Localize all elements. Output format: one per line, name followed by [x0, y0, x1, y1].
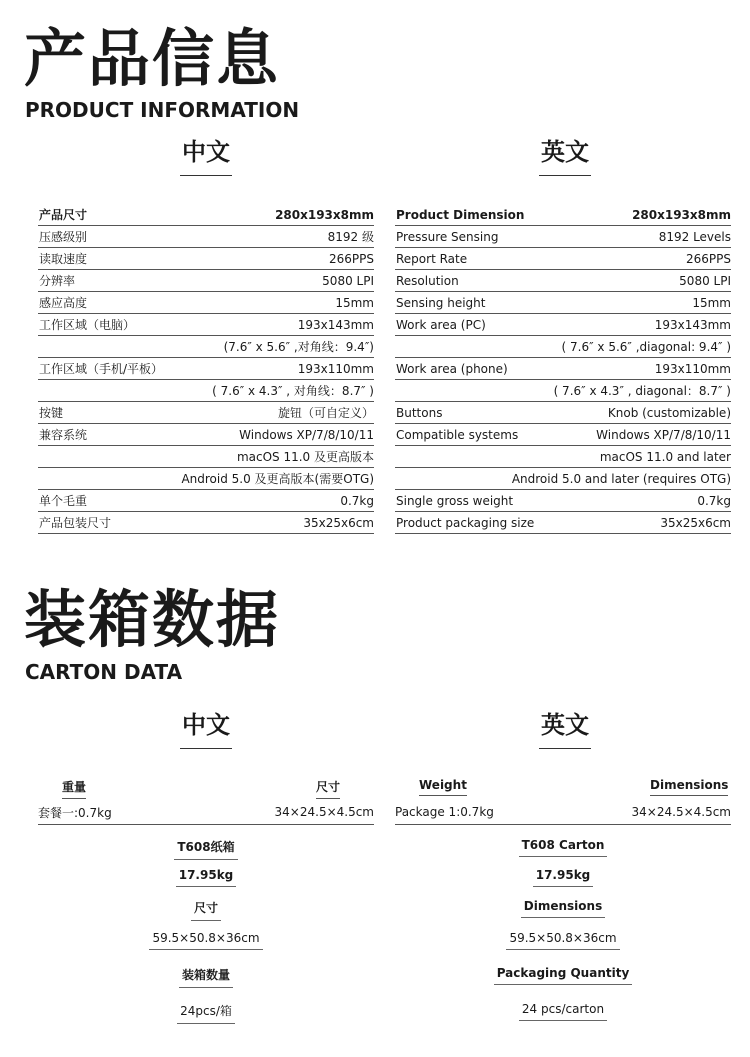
- spec-value: 35x25x6cm: [660, 515, 731, 530]
- spec-key: 读取速度: [39, 252, 88, 266]
- spec-row: [38, 512, 374, 534]
- spec-row: [38, 336, 374, 358]
- package-row-en: [395, 800, 731, 825]
- weight-header: 重量: [62, 778, 86, 799]
- spec-row: [38, 468, 374, 490]
- spec-row: [38, 226, 374, 248]
- spec-row: [395, 402, 731, 424]
- carton-dim-label: Dimensions: [395, 899, 731, 918]
- carton-qty-value: 24 pcs/carton: [395, 1002, 731, 1021]
- spec-key: 按键: [39, 406, 64, 420]
- spec-value: Windows XP/7/8/10/11: [239, 427, 374, 442]
- spec-value: 280x193x8mm: [275, 207, 374, 222]
- spec-row: [395, 204, 731, 226]
- package-dimensions: 34×24.5×4.5cm: [631, 805, 731, 819]
- spec-key: Sensing height: [396, 295, 486, 310]
- dimensions-header: 尺寸: [316, 778, 340, 799]
- spec-value: 8192 级: [327, 230, 374, 244]
- spec-value: 266PPS: [329, 251, 374, 266]
- carton-dim-label: 尺寸: [38, 899, 374, 921]
- spec-row: [38, 380, 374, 402]
- product-col-head-cn: 中文: [176, 140, 236, 164]
- spec-value: 5080 LPI: [679, 273, 731, 288]
- spec-row: [38, 292, 374, 314]
- spec-row: [38, 424, 374, 446]
- spec-value: (7.6″ x 5.6″ ,对角线：9.4″): [223, 340, 374, 354]
- carton-name: T608 Carton: [395, 838, 731, 857]
- spec-row: [38, 490, 374, 512]
- spec-row: [38, 314, 374, 336]
- spec-row: [395, 512, 731, 534]
- spec-value: Knob (customizable): [607, 405, 731, 420]
- spec-row: [395, 446, 731, 468]
- spec-value: Windows XP/7/8/10/11: [596, 427, 731, 442]
- spec-key: 工作区域（手机/平板）: [39, 362, 164, 376]
- product-info-subtitle: PRODUCT INFORMATION: [25, 98, 300, 122]
- spec-value: 5080 LPI: [322, 273, 374, 288]
- spec-row: [395, 490, 731, 512]
- spec-value: ( 7.6″ x 4.3″ , 对角线：8.7″ ): [212, 384, 374, 398]
- spec-row: [395, 292, 731, 314]
- spec-key: 单个毛重: [39, 494, 88, 508]
- spec-value: macOS 11.0 及更高版本: [236, 450, 374, 464]
- spec-value: Android 5.0 and later (requires OTG): [511, 471, 731, 486]
- spec-row: [395, 336, 731, 358]
- weight-header: Weight: [419, 778, 467, 796]
- carton-weight: 17.95kg: [395, 868, 731, 887]
- carton-name: T608纸箱: [38, 838, 374, 860]
- spec-row: [38, 270, 374, 292]
- spec-value: 0.7kg: [697, 493, 731, 508]
- spec-key: Product packaging size: [396, 515, 535, 530]
- carton-qty-value: 24pcs/箱: [38, 1002, 374, 1024]
- spec-value: 8192 Levels: [658, 229, 731, 244]
- carton-subtitle: CARTON DATA: [25, 660, 183, 684]
- spec-key: Work area (PC): [396, 317, 486, 332]
- product-col-head-en: 英文: [535, 140, 595, 164]
- spec-row: [395, 314, 731, 336]
- spec-row: [38, 204, 374, 226]
- carton-qty-label: Packaging Quantity: [395, 966, 731, 985]
- spec-value: 35x25x6cm: [303, 515, 374, 530]
- spec-key: Pressure Sensing: [396, 229, 499, 244]
- spec-row: [395, 226, 731, 248]
- carton-dim-value: 59.5×50.8×36cm: [38, 931, 374, 950]
- spec-row: [395, 424, 731, 446]
- carton-col-head-en: 英文: [535, 713, 595, 737]
- spec-key: Work area (phone): [396, 361, 508, 376]
- spec-row: [395, 468, 731, 490]
- carton-title: 装箱数据: [24, 583, 281, 656]
- spec-value: Android 5.0 及更高版本(需要OTG): [181, 472, 374, 486]
- spec-key: Product Dimension: [396, 207, 525, 222]
- carton-weight: 17.95kg: [38, 868, 374, 887]
- spec-key: Compatible systems: [396, 427, 519, 442]
- carton-qty-label: 装箱数量: [38, 966, 374, 988]
- spec-row: [395, 270, 731, 292]
- carton-col-head-cn: 中文: [176, 713, 236, 737]
- spec-key: 兼容系统: [39, 428, 88, 442]
- spec-value: 0.7kg: [340, 493, 374, 508]
- spec-value: macOS 11.0 and later: [599, 449, 731, 464]
- spec-value: 旋钮（可自定义）: [277, 406, 374, 420]
- spec-value: ( 7.6″ x 4.3″ , diagonal：8.7″ ): [553, 384, 731, 398]
- package-weight: Package 1:0.7kg: [395, 805, 494, 819]
- spec-value: 280x193x8mm: [632, 207, 731, 222]
- spec-key: 产品包装尺寸: [39, 516, 112, 530]
- spec-value: ( 7.6″ x 5.6″ ,diagonal: 9.4″ ): [561, 339, 731, 354]
- spec-key: Single gross weight: [396, 493, 514, 508]
- spec-row: [395, 248, 731, 270]
- spec-value: 193x110mm: [654, 361, 731, 376]
- spec-key: Resolution: [396, 273, 459, 288]
- carton-header-cn: [38, 776, 374, 798]
- spec-key: Buttons: [396, 405, 443, 420]
- package-dimensions: 34×24.5×4.5cm: [274, 805, 374, 819]
- spec-key: Report Rate: [396, 251, 468, 266]
- spec-key: 工作区域（电脑）: [39, 318, 136, 332]
- spec-value: 15mm: [335, 295, 374, 310]
- spec-table-cn: [38, 204, 374, 534]
- spec-value: 266PPS: [686, 251, 731, 266]
- spec-value: 193x143mm: [297, 317, 374, 332]
- spec-row: [38, 248, 374, 270]
- dimensions-header: Dimensions: [650, 778, 728, 796]
- spec-key: 感应高度: [39, 296, 88, 310]
- spec-row: [38, 358, 374, 380]
- package-weight: 套餐一:0.7kg: [38, 805, 112, 820]
- package-row-cn: [38, 800, 374, 825]
- spec-row: [395, 380, 731, 402]
- spec-row: [395, 358, 731, 380]
- spec-row: [38, 446, 374, 468]
- spec-value: 193x143mm: [654, 317, 731, 332]
- product-info-title: 产品信息: [24, 22, 281, 95]
- carton-dim-value: 59.5×50.8×36cm: [395, 931, 731, 950]
- spec-key: 分辨率: [39, 274, 76, 288]
- spec-value: 15mm: [692, 295, 731, 310]
- spec-value: 193x110mm: [297, 361, 374, 376]
- spec-table-en: [395, 204, 731, 534]
- carton-header-en: [395, 776, 731, 798]
- spec-key: 压感级别: [39, 230, 88, 244]
- spec-key: 产品尺寸: [39, 208, 88, 222]
- spec-row: [38, 402, 374, 424]
